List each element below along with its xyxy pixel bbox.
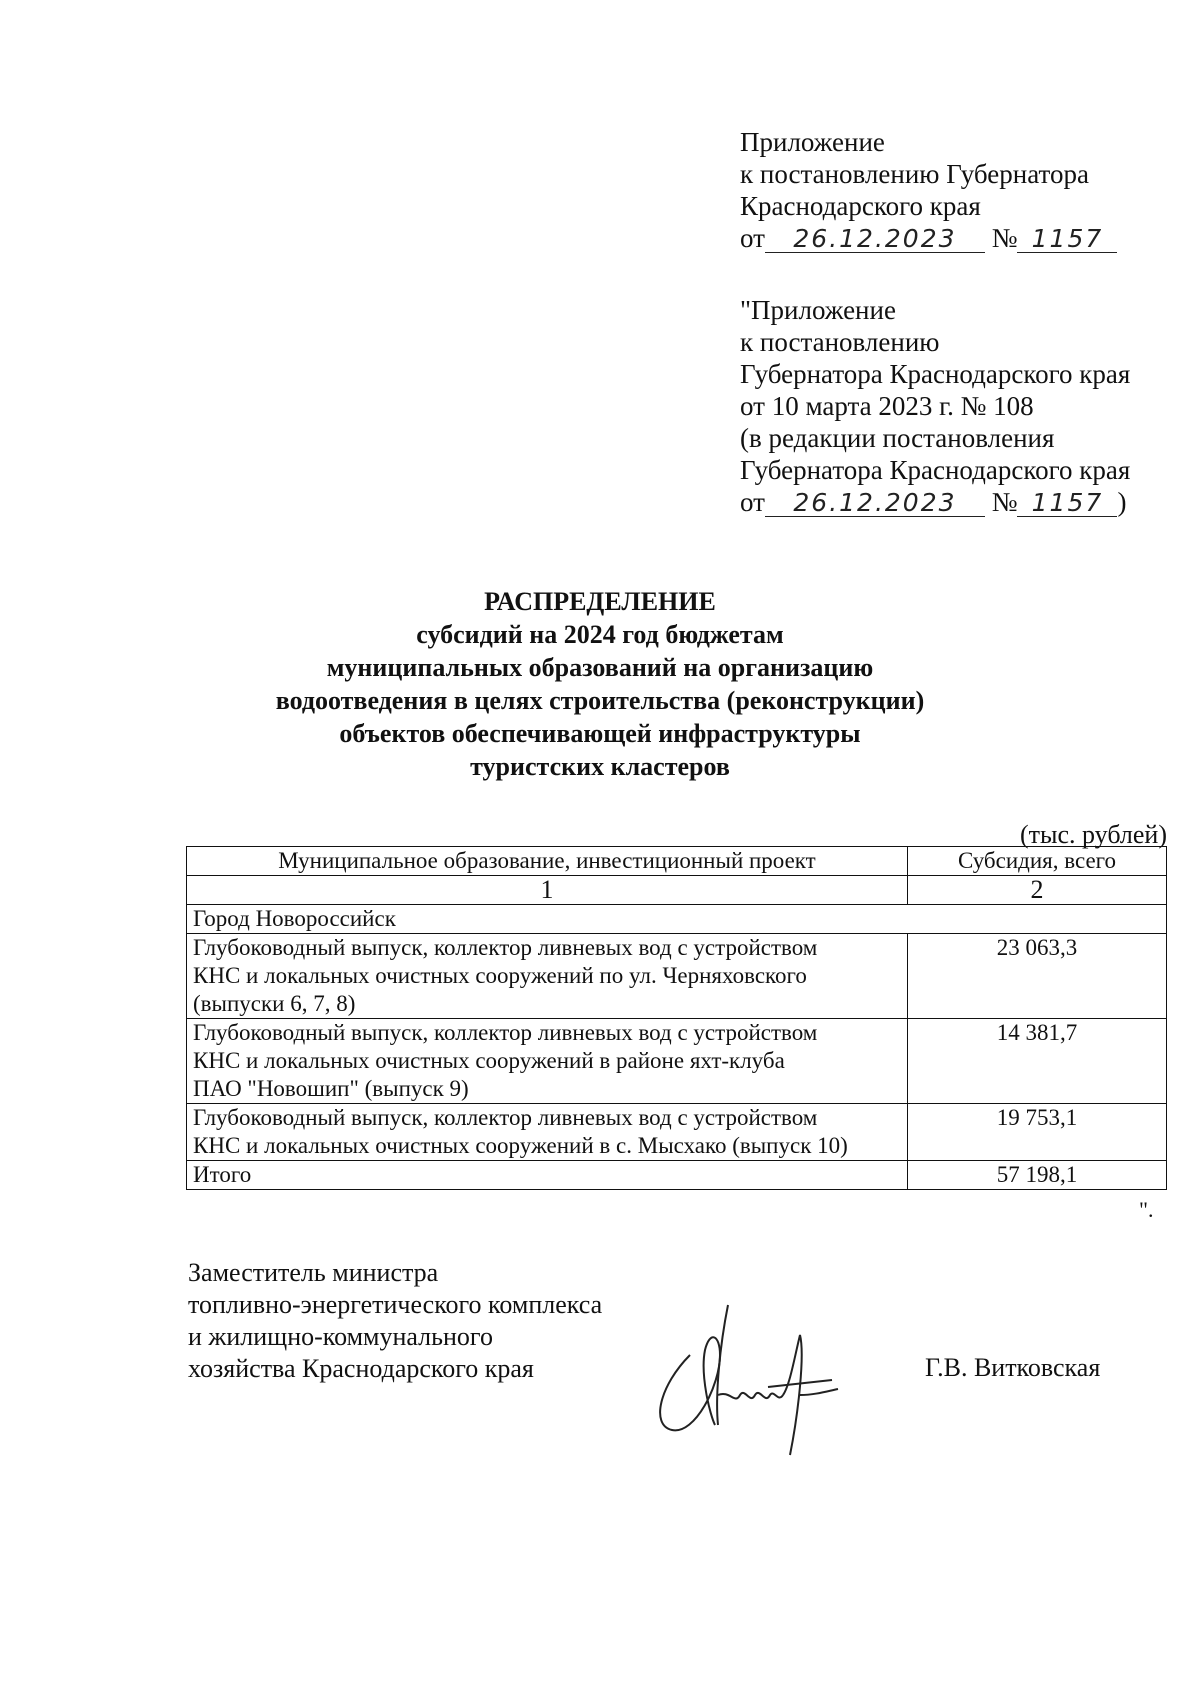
amount-cell: 23 063,3	[908, 934, 1167, 1019]
project-line: КНС и локальных очистных сооружений по ул. Черняховского	[193, 963, 807, 988]
original-appendix-line: от 10 марта 2023 г. № 108	[740, 391, 1034, 421]
table-row	[187, 934, 1167, 1019]
closing-quote: ".	[1139, 1197, 1154, 1222]
position-line: и жилищно-коммунального	[188, 1322, 493, 1351]
title-line: туристских кластеров	[470, 752, 730, 781]
handwritten-number: 1157	[1017, 226, 1117, 253]
handwritten-date: 26.12.2023	[765, 226, 985, 253]
handwritten-number: 1157	[1017, 490, 1117, 517]
project-cell	[187, 934, 908, 1019]
project-line: (выпуски 6, 7, 8)	[193, 991, 356, 1016]
project-line: Глубоководный выпуск, коллектор ливневых вод с устройством	[193, 935, 818, 960]
date-prefix: от	[740, 223, 765, 253]
column-header-subsidy: Субсидия, всего	[908, 847, 1167, 876]
appendix-header-line: к постановлению Губернатора	[740, 159, 1089, 189]
column-header-project: Муниципальное образование, инвестиционный проект	[187, 847, 908, 876]
amount-cell: 14 381,7	[908, 1019, 1167, 1104]
appendix-header	[740, 126, 1117, 254]
total-row	[187, 1161, 1167, 1190]
appendix-date-line	[740, 222, 1117, 254]
original-appendix-date-line	[740, 486, 1130, 518]
title-line: водоотведения в целях строительства (реконструкции)	[275, 686, 925, 715]
municipality-name: Город Новороссийск	[187, 905, 1167, 934]
project-cell	[187, 1104, 908, 1161]
units-note: (тыс. рублей)	[1019, 820, 1167, 849]
project-line: Глубоководный выпуск, коллектор ливневых вод с устройством	[193, 1105, 818, 1130]
position-line: Заместитель министра	[188, 1258, 439, 1287]
column-number: 2	[908, 876, 1167, 905]
closing-paren: )	[1117, 487, 1127, 517]
original-appendix-line: (в редакции постановления	[740, 423, 1055, 453]
municipality-row	[187, 905, 1167, 934]
title-line: субсидий на 2024 год бюджетам	[416, 620, 784, 649]
original-appendix-header	[740, 294, 1130, 518]
total-label: Итого	[187, 1161, 908, 1190]
handwritten-signature	[650, 1295, 880, 1465]
column-number: 1	[187, 876, 908, 905]
title-line: РАСПРЕДЕЛЕНИЕ	[484, 587, 716, 616]
number-sign: №	[991, 487, 1018, 517]
appendix-header-line: Краснодарского края	[740, 191, 981, 221]
appendix-header-line: Приложение	[740, 127, 885, 157]
signer-position	[188, 1257, 602, 1385]
project-line: КНС и локальных очистных сооружений в с. Мысхако (выпуск 10)	[193, 1133, 848, 1158]
position-line: топливно-энергетического комплекса	[188, 1290, 603, 1319]
original-appendix-line: Губернатора Краснодарского края	[740, 455, 1131, 485]
table-header-row	[187, 847, 1167, 876]
table-row	[187, 1104, 1167, 1161]
table-row	[187, 1019, 1167, 1104]
original-appendix-line: "Приложение	[740, 295, 896, 325]
document-title	[150, 585, 1050, 783]
date-prefix: от	[740, 487, 765, 517]
subsidy-table	[186, 846, 1167, 1190]
project-line: КНС и локальных очистных сооружений в районе яхт-клуба	[193, 1048, 785, 1073]
signer-name: Г.В. Витковская	[925, 1353, 1101, 1382]
total-amount: 57 198,1	[908, 1161, 1167, 1190]
original-appendix-line: к постановлению	[740, 327, 940, 357]
project-line: Глубоководный выпуск, коллектор ливневых вод с устройством	[193, 1020, 818, 1045]
position-line: хозяйства Краснодарского края	[188, 1354, 534, 1383]
title-line: муниципальных образований на организацию	[326, 653, 874, 682]
original-appendix-line: Губернатора Краснодарского края	[740, 359, 1131, 389]
amount-cell: 19 753,1	[908, 1104, 1167, 1161]
number-sign: №	[991, 223, 1018, 253]
handwritten-date: 26.12.2023	[765, 490, 985, 517]
project-cell	[187, 1019, 908, 1104]
column-number-row	[187, 876, 1167, 905]
project-line: ПАО "Новошип" (выпуск 9)	[193, 1076, 469, 1101]
title-line: объектов обеспечивающей инфраструктуры	[339, 719, 861, 748]
